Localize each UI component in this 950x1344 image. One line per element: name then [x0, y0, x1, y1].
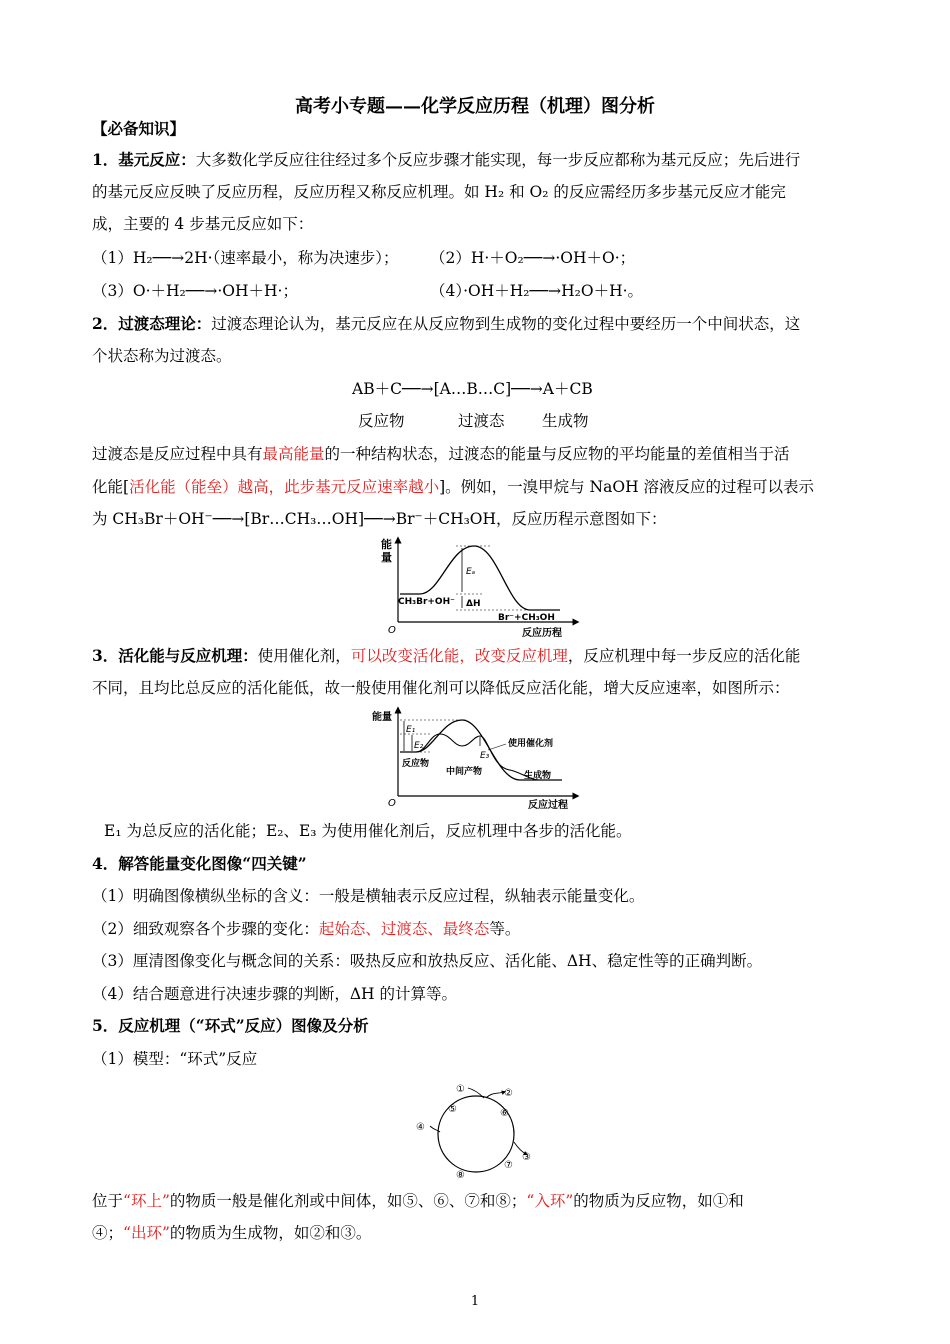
origin-label-2: O — [388, 798, 396, 809]
s5-p2c: 的物质为生成物，如②和③。 — [169, 1224, 372, 1242]
s4-item1: （1）明确图像横纵坐标的含义：一般是横轴表示反应过程，纵轴表示能量变化。 — [92, 887, 645, 905]
s2-heading: 2．过渡态理论： — [92, 314, 212, 333]
s4-item4: （4）结合题意进行决速步骤的判断，ΔH 的计算等。 — [92, 985, 458, 1003]
section-heading: 【必备知识】 — [92, 119, 186, 138]
transition-equation: AB＋C──→[A…B…C]──→A＋CB — [352, 380, 593, 398]
e3-label: E₃ — [480, 751, 490, 761]
node-5: ⑤ — [448, 1104, 457, 1115]
reactant-label-2: 反应物 — [402, 759, 430, 769]
s2-para-line2 — [92, 476, 814, 498]
intermediate-label: 中间产物 — [446, 767, 483, 777]
s1-text1: 大多数化学反应往往经过多个反应步骤才能实现，每一步反应都称为基元反应；先后进行 — [195, 151, 801, 169]
s3-l1c: ，反应机理中每一步反应的活化能 — [567, 647, 801, 665]
s4-heading: 4．解答能量变化图像“四关键” — [92, 854, 307, 873]
s4-states: 起始态、过渡态、最终态 — [318, 920, 490, 938]
reaction-4: （4）·OH＋H₂──→H₂O＋H·。 — [430, 282, 644, 300]
node-6: ⑥ — [500, 1108, 509, 1119]
s2-p1c: 的一种结构状态，过渡态的能量与反应物的平均能量的差值相当于活 — [324, 445, 790, 463]
x-label-2: 反应过程 — [528, 800, 568, 810]
s1-line3: 成，主要的 4 步基元反应如下： — [92, 215, 314, 233]
s3-line1 — [92, 645, 800, 667]
s3-line2: 不同，且均比总反应的活化能低，故一般使用催化剂可以降低反应活化能，增大反应速率，如图所示： — [92, 679, 790, 697]
reaction-1: （1）H₂──→2H·（速率最小，称为决速步）； — [92, 249, 399, 267]
s2-para-line3: 为 CH₃Br＋OH⁻──→[Br…CH₃…OH]──→Br⁻＋CH₃OH，反应历程示意图如下： — [92, 510, 667, 528]
label-transition: 过渡态 — [458, 412, 505, 430]
s2-p1a: 过渡态是反应过程中具有 — [92, 445, 263, 463]
s2-line1 — [92, 313, 800, 335]
s3-catalyst-note: 可以改变活化能，改变反应机理 — [350, 647, 568, 665]
s2-text1: 过渡态理论认为，基元反应在从反应物到生成物的变化过程中要经历一个中间状态，这 — [211, 315, 801, 333]
reactant-label: CH₃Br+OH⁻ — [398, 597, 455, 607]
s4-i2a: （2）细致观察各个步骤的变化： — [92, 920, 319, 938]
s4-item2 — [92, 918, 520, 940]
s2-activation-note: 活化能（能垒）越高，此步基元反应速率越小 — [129, 478, 440, 496]
ring-diagram — [410, 1080, 540, 1184]
s5-item1: （1）模型：“环式”反应 — [92, 1050, 258, 1068]
s5-p2a: ④； — [92, 1224, 124, 1242]
s5-on-ring: “环上” — [123, 1192, 170, 1210]
reaction-3: （3）O·＋H₂──→·OH＋H·； — [92, 282, 298, 300]
energy-diagram-1 — [370, 536, 582, 640]
s5-para-line1 — [92, 1190, 744, 1212]
catalyst-label: 使用催化剂 — [508, 739, 554, 749]
s3-note: E₁ 为总反应的活化能；E₂、E₃ 为使用催化剂后，反应机理中各步的活化能。 — [104, 822, 632, 840]
node-7: ⑦ — [504, 1160, 513, 1171]
s1-heading: 1．基元反应： — [92, 150, 196, 169]
e2-label: E₂ — [414, 741, 424, 751]
node-1: ① — [456, 1084, 465, 1095]
s3-l1a: 使用催化剂， — [257, 647, 351, 665]
energy-diagram-2 — [370, 706, 582, 810]
page-title: 高考小专题——化学反应历程（机理）图分析 — [295, 96, 655, 117]
s1-line1 — [92, 149, 800, 171]
s5-heading: 5．反应机理（“环式”反应）图像及分析 — [92, 1016, 369, 1035]
y-label-2a: 能量 — [372, 712, 392, 723]
origin-label: O — [388, 625, 396, 636]
s3-heading: 3．活化能与反应机理： — [92, 646, 258, 665]
exit-arrow-2 — [486, 1092, 504, 1098]
dh-label: ΔH — [466, 599, 481, 609]
node-2: ② — [504, 1088, 513, 1099]
label-reactant: 反应物 — [358, 412, 405, 430]
y-label-2: 量 — [381, 551, 392, 564]
node-4: ④ — [416, 1122, 425, 1133]
page-number: 1 — [470, 1294, 480, 1309]
node-8: ⑧ — [456, 1170, 465, 1181]
s2-p2a: 化能[ — [92, 478, 130, 496]
s5-p1a: 位于 — [92, 1192, 124, 1210]
node-3: ③ — [522, 1152, 531, 1163]
s2-line2: 个状态称为过渡态。 — [92, 347, 232, 365]
ea-label: Eₐ — [466, 567, 476, 577]
s4-i2c: 等。 — [489, 920, 521, 938]
s5-exit-ring: “出环” — [123, 1224, 170, 1242]
s4-item3: （3）厘清图像变化与概念间的关系：吸热反应和放热反应、活化能、ΔH、稳定性等的正确判断。 — [92, 952, 763, 970]
s2-highest-energy: 最高能量 — [262, 445, 325, 463]
s1-line2: 的基元反应反映了反应历程，反应历程又称反应机理。如 H₂ 和 O₂ 的反应需经历多步基元反应才能完 — [92, 183, 786, 201]
label-product: 生成物 — [542, 412, 589, 430]
e1-label: E₁ — [406, 725, 416, 735]
s2-p2c: ]。例如，一溴甲烷与 NaOH 溶液反应的过程可以表示 — [439, 478, 815, 496]
s5-para-line2 — [92, 1222, 371, 1244]
reaction-2: （2）H·＋O₂──→·OH＋O·； — [430, 249, 636, 267]
product-label: Br⁻+CH₃OH — [498, 613, 555, 623]
product-label-2: 生成物 — [524, 771, 552, 781]
x-label: 反应历程 — [522, 628, 562, 639]
s2-para-line1 — [92, 443, 790, 465]
s5-p1e: 的物质为反应物，如①和 — [573, 1192, 744, 1210]
s5-p1c: 的物质一般是催化剂或中间体，如⑤、⑥、⑦和⑧； — [169, 1192, 527, 1210]
y-label-1: 能 — [381, 538, 392, 551]
s5-enter-ring: “入环” — [526, 1192, 574, 1210]
